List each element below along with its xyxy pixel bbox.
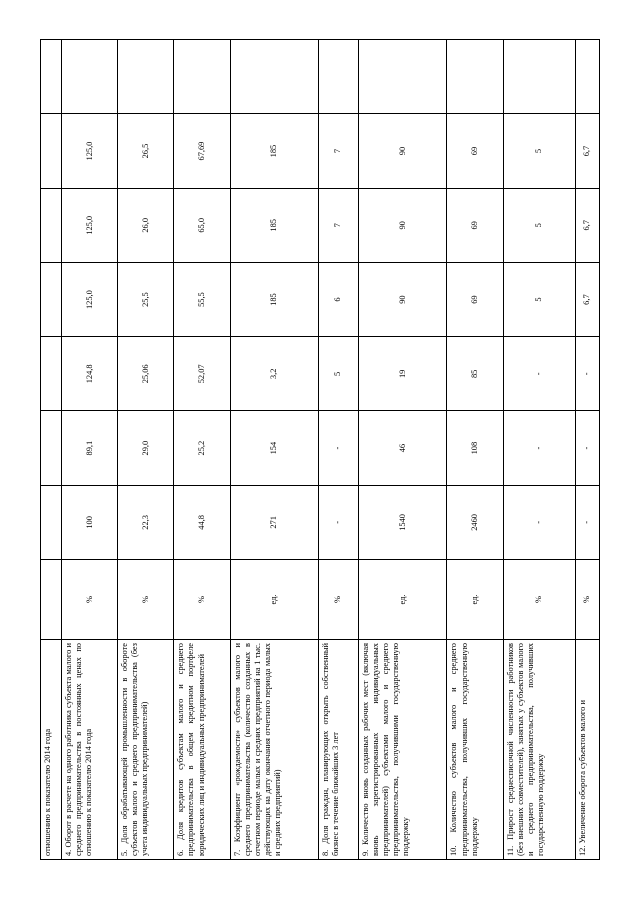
value-cell: 5 [503,114,575,188]
rotated-page [40,40,600,860]
indicator-label: 5. Доля обрабатывающей промышленности в обороте субъектов малого и среднего предпринимательства (без учета индивидуальных предпринимателей) [118,640,174,860]
value-cell: 6,7 [575,188,599,262]
value-cell: 6 [318,262,358,336]
value-cell: 89,1 [62,411,118,485]
value-cell [41,114,62,188]
value-cell: 125,0 [62,262,118,336]
value-cell [447,40,503,114]
value-cell [62,40,118,114]
value-cell [41,262,62,336]
value-cell: 154 [230,411,318,485]
value-cell: - [318,485,358,559]
value-cell: 29,0 [118,411,174,485]
indicator-label: 7. Коэффициент «рождаемости» субъектов малого и среднего предпринимательства (количество созданных в отчетном периоде малых и средних предприятий на 1 тыс. действующих на дату окончания отчетного периода малых и средних предприятий) [230,640,318,860]
value-cell: 108 [447,411,503,485]
table-row [62,40,118,860]
value-cell: 3,2 [230,337,318,411]
unit-cell: % [174,560,230,640]
value-cell: 44,8 [174,485,230,559]
indicator-label: 9. Количество вновь созданных рабочих мест (включая вновь зарегистрированных индивидуальных предпринимателей) субъектами малого и среднего предпринимательства, получившими государственную поддержку [359,640,447,860]
value-cell: 90 [359,262,447,336]
value-cell: - [575,337,599,411]
value-cell [41,40,62,114]
value-cell: 7 [318,114,358,188]
table-row [503,40,575,860]
value-cell: 67,69 [174,114,230,188]
value-cell: 69 [447,262,503,336]
unit-cell: ед. [230,560,318,640]
unit-cell: % [575,560,599,640]
value-cell: 5 [318,337,358,411]
value-cell: 2460 [447,485,503,559]
indicator-label: 11. Прирост среднесписочной численности работников (без внешних совместителей), занятых у субъектов малого и среднего предпринимательства, получивших государственную поддержку [503,640,575,860]
value-cell: 5 [503,188,575,262]
unit-cell: ед. [447,560,503,640]
value-cell: 85 [447,337,503,411]
value-cell: 69 [447,114,503,188]
indicators-table [40,39,600,860]
indicator-label: 10. Количество субъектов малого и среднего предпринимательства, получивших государственную поддержку [447,640,503,860]
value-cell: 125,0 [62,114,118,188]
value-cell: - [575,411,599,485]
value-cell: 55,5 [174,262,230,336]
table-row-continuation [41,40,62,860]
value-cell: 5 [503,262,575,336]
value-cell [41,485,62,559]
value-cell [41,188,62,262]
value-cell [503,40,575,114]
value-cell: 6,7 [575,114,599,188]
table-row [447,40,503,860]
value-cell: 26,5 [118,114,174,188]
unit-cell [41,560,62,640]
indicator-label: 12. Увеличение оборота субъектов малого и [575,640,599,860]
unit-cell: % [118,560,174,640]
indicator-label: 4. Оборот в расчете на одного работника субъекта малого и среднего предпринимательства в постоянных ценах по отношению к показателю 2014 года [62,640,118,860]
value-cell [318,40,358,114]
value-cell: 19 [359,337,447,411]
value-cell [41,411,62,485]
value-cell: 185 [230,262,318,336]
value-cell: 69 [447,188,503,262]
value-cell: - [503,411,575,485]
table-row [174,40,230,860]
value-cell: 124,8 [62,337,118,411]
table-row [575,40,599,860]
table-row [318,40,358,860]
value-cell: 1540 [359,485,447,559]
value-cell [174,40,230,114]
value-cell: 65,0 [174,188,230,262]
indicator-label: 6. Доля кредитов субъектам малого и среднего предпринимательства в общем кредитном портфеле юридических лиц и индивидуальных предпринимателей [174,640,230,860]
value-cell: 100 [62,485,118,559]
unit-cell: ед. [359,560,447,640]
value-cell: 46 [359,411,447,485]
value-cell: 90 [359,188,447,262]
value-cell: 26,0 [118,188,174,262]
indicator-label: отношению к показателю 2014 года [41,640,62,860]
unit-cell: % [318,560,358,640]
value-cell: 271 [230,485,318,559]
value-cell: 90 [359,114,447,188]
value-cell: 7 [318,188,358,262]
value-cell: - [503,485,575,559]
value-cell: 185 [230,188,318,262]
value-cell: - [503,337,575,411]
unit-cell: % [503,560,575,640]
value-cell: 125,0 [62,188,118,262]
value-cell: 6,7 [575,262,599,336]
table-row [118,40,174,860]
value-cell [41,337,62,411]
indicator-label: 8. Доля граждан, планирующих открыть собственный бизнес в течение ближайших 3 лет [318,640,358,860]
value-cell: 52,07 [174,337,230,411]
table-body [41,40,600,860]
value-cell: 25,5 [118,262,174,336]
value-cell: - [318,411,358,485]
value-cell [575,40,599,114]
value-cell: - [575,485,599,559]
value-cell: 22,3 [118,485,174,559]
value-cell [118,40,174,114]
unit-cell: % [62,560,118,640]
table-row [230,40,318,860]
value-cell [359,40,447,114]
value-cell [230,40,318,114]
value-cell: 25,06 [118,337,174,411]
value-cell: 25,2 [174,411,230,485]
value-cell: 185 [230,114,318,188]
table-row [359,40,447,860]
